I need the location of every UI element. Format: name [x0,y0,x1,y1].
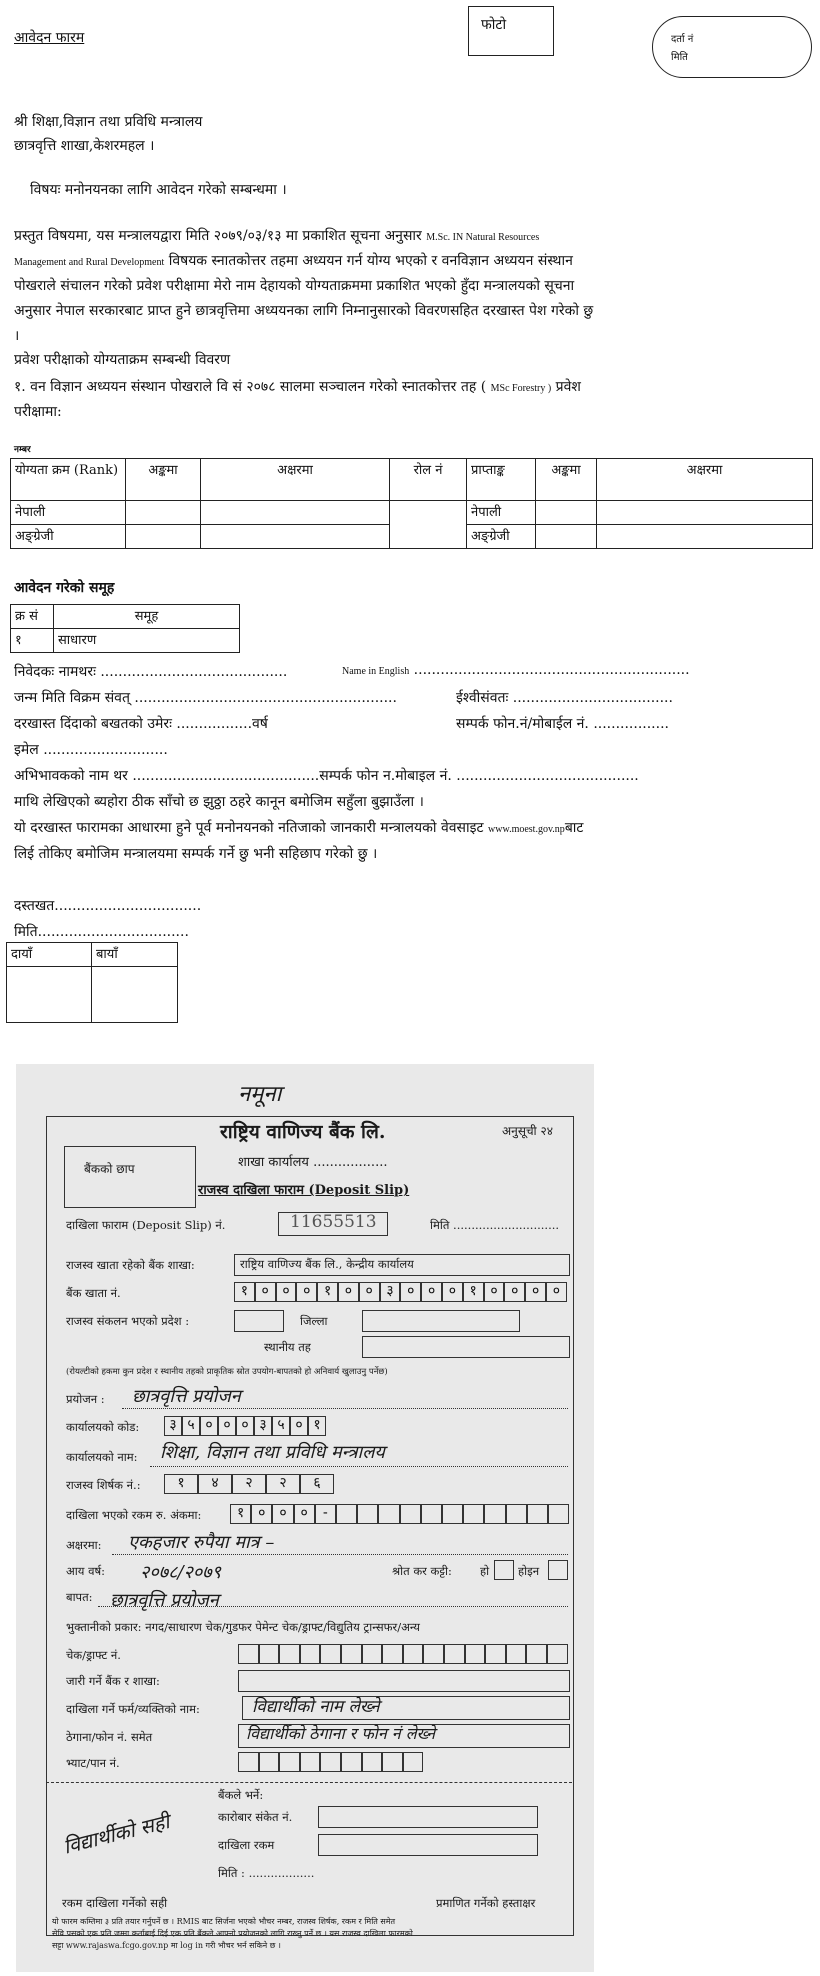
digit-cell [300,1752,321,1772]
declaration-2a: यो दरखास्त फारामका आधारमा हुने पूर्व मनोनयनको नतिजाको जानकारी मन्त्रालयको वेवसाइट [14,820,484,836]
deposit-amount-label: दाखिला रकम [218,1838,275,1852]
digit-cell: ० [338,1282,359,1302]
office-name-line [150,1466,568,1467]
cell[interactable] [597,525,813,549]
digit-cell: १ [230,1504,251,1524]
declaration-2-line-2: लिई तोकिए बमोजिम मन्त्रालयमा सम्पर्क गर्ने छु भनी सहिछाप गरेको छु । [14,846,378,862]
digit-cell: १ [308,1416,326,1436]
digit-cell [341,1752,362,1772]
no-box [548,1560,568,1580]
digit-cell [526,1644,547,1664]
local-level-label: स्थानीय तह [264,1340,311,1354]
province-label: राजस्व संकलन भएको प्रदेश : [66,1314,190,1328]
digit-cell [341,1644,362,1664]
digit-cell [506,1504,527,1524]
no-label: होइन [518,1564,540,1578]
schedule-label: अनुसूची २४ [502,1124,553,1138]
digit-cell [382,1752,403,1772]
bank-branch-label: राजस्व खाता रहेको बैंक शाखा: [66,1258,195,1272]
digit-cell: ० [290,1416,308,1436]
source-tax-label: श्रोत कर कट्टी: [392,1564,452,1578]
digit-cell: ० [296,1282,317,1302]
merit-heading: प्रवेश परीक्षाको योग्यताक्रम सम्बन्धी विवरण [14,352,231,368]
cheque-label: चेक/ड्राफ्ट नं. [66,1648,121,1662]
age-field[interactable]: दरखास्त दिंदाको बखतको उमेरः .................वर्ष [14,716,268,732]
footer-line-3: सट्टा www.rajaswa.fcgo.gov.np मा log in गरी भौचर भर्न सकिने छ । [52,1941,281,1950]
declaration-2-line-1 [14,818,584,837]
paragraph-2a: १. वन विज्ञान अध्ययन संस्थान पोखराले वि सं २०७८ सालमा सञ्चालन गरेको स्नातकोत्तर तह ( [14,379,487,395]
signature-date-field[interactable]: मिति.................................. [14,924,189,940]
footer-line-1: यो फारम कम्तिमा ३ प्रति तयार गर्नुपर्ने छ । RMIS बाट सिर्जना भएको भौचर नम्बर, राजस्व शिर्षक, रकम र मिति समेत [52,1917,396,1926]
digit-cell: ० [251,1504,272,1524]
digit-cell [300,1644,321,1664]
digit-cell: ४ [198,1474,232,1494]
roll-no-header: रोल नं [390,459,467,501]
digit-cell: ० [294,1504,315,1524]
slip-divider [46,1782,572,1783]
bank-fill-label: बैंकले भर्ने: [218,1788,264,1802]
digit-cell [382,1644,403,1664]
purpose-value: छात्रवृत्ति प्रयोजन [132,1386,241,1407]
digit-cell [463,1504,484,1524]
footer-line-2: सेवि पसको एक प्रति जम्मा कर्ताबाई दिई एक प्रति बैंकले आफ्नो प्रयोजनको लागि राख्नु पर्ने छ । यस राजस्व दाखिला फारमको [52,1929,413,1938]
programme-en: MSc Forestry ) [490,383,552,394]
revenue-head-label: राजस्व शिर्षक नं.: [66,1478,141,1492]
form-title: आवेदन फारम [14,30,85,46]
ministry-website: www.moest.gov.np [488,824,565,835]
digit-cell [403,1752,424,1772]
paragraph-2a-end: प्रवेश [555,379,581,395]
subject-line: विषयः मनोनयनका लागि आवेदन गरेको सम्बन्धमा । [30,182,287,198]
address-value: विद्यार्थीको ठेगाना र फोन नं लेख्ने [246,1724,435,1743]
course-name-en-1: M.Sc. IN Natural Resources [426,232,540,243]
student-sign: विद्यार्थीको सही [60,1809,172,1859]
depositor-sign-label: रकम दाखिला गर्नेको सही [62,1896,168,1910]
vat-label: भ्याट/पान नं. [66,1756,120,1770]
registration-oval [652,16,812,78]
digit-cell [259,1752,280,1772]
digit-cell [400,1504,421,1524]
payment-mode: भुक्तानीको प्रकार: नगद/साधारण चेक/गुडफर पेमेन्ट चेक/ड्राफ्ट/विद्युतिय ट्रान्सफर/अन्य [66,1620,420,1634]
bank-branch-value: राष्ट्रिय वाणिज्य बैंक लि., केन्द्रीय कार्यालय [240,1257,414,1271]
declaration-1: माथि लेखिएको ब्यहोरा ठीक साँचो छ झुठ्ठा ठहरे कानून बमोजिम सहुँला बुझाउँला । [14,794,424,810]
bank-seal-box [64,1146,196,1208]
digit-cell [357,1504,378,1524]
roll-no-cell[interactable] [390,501,467,549]
right-thumb-label: दायाँ [7,943,92,967]
paragraph-2-line-1 [14,377,581,396]
issuing-bank-label: जारी गर्ने बैंक र शाखा: [66,1674,160,1688]
digit-cell: १ [463,1282,484,1302]
photo-box [468,6,554,56]
digit-cell: २ [266,1474,300,1494]
score-digits-header: अङ्कमा [536,459,597,501]
office-code-label: कार्यालयको कोड: [66,1420,140,1434]
yes-label: हो [480,1564,490,1578]
paragraph-1a: प्रस्तुत विषयमा, यस मन्त्रालयद्वारा मिति २०७९/०३/१३ मा प्रकाशित सूचना अनुसार [14,228,422,244]
bank-seal-label: बैंकको छाप [84,1162,135,1176]
digit-cell [484,1504,505,1524]
digit-cell: ० [359,1282,380,1302]
slip-date-label: मिति ............................. [430,1218,560,1232]
group-value: साधारण [54,629,240,653]
fiscal-year-value: २०७८/२०७९ [140,1562,221,1583]
guardian-field[interactable]: अभिभावकको नाम थर ..........................................सम्पर्क फोन न.मोबाइल नं. ......................................... [14,768,639,784]
account-label: बैंक खाता नं. [66,1286,121,1300]
paragraph-line-5: । [14,328,20,344]
photo-label: फोटो [481,17,507,33]
name-english-dots: .............................................................. [413,662,690,678]
digit-cell: ३ [164,1416,182,1436]
declaration-2a-end: बाट [564,820,584,836]
digit-cell [527,1504,548,1524]
cell[interactable] [126,501,201,525]
fiscal-year-label: आय वर्ष: [66,1564,105,1578]
purpose-line [122,1408,568,1409]
address-line-2: छात्रवृत्ति शाखा,केशरमहल । [14,138,155,154]
digit-cell: २ [232,1474,266,1494]
digit-cell [444,1644,465,1664]
digit-cell [259,1644,280,1664]
bank-name: राष्ट्रिय वाणिज्य बैंक लि. [220,1121,386,1143]
paragraph-line-4: अनुसार नेपाल सरकारबाट प्राप्त हुने छात्रवृत्तिमा अध्ययनका लागि निम्नानुसारको विवरणसहित दरखास्त पेश गरेको छु [14,303,594,319]
slip-no-label: दाखिला फाराम (Deposit Slip) नं. [66,1218,226,1232]
dob-ad[interactable]: ईश्वीसंवतः .................................... [456,690,673,706]
digit-cell: ० [442,1282,463,1302]
serial-header: क्र सं [11,605,54,629]
district-box [362,1310,520,1332]
signature-field[interactable]: दस्तखत................................. [14,898,202,914]
merit-table [10,458,813,549]
district-label: जिल्ला [300,1314,328,1328]
digit-cell: ३ [380,1282,401,1302]
office-name-label: कार्यालयको नाम: [66,1450,138,1464]
row-nepali-right: नेपाली [467,501,536,525]
rank-words-header: अक्षरमा [201,459,390,501]
depositor-value: विद्यार्थीको नाम लेख्ने [252,1697,380,1717]
digit-cell: १ [164,1474,198,1494]
paragraph-1b: विषयक स्नातकोत्तर तहमा अध्ययन गर्न योग्य भएको र वनविज्ञान अध्ययन संस्थान [168,253,573,269]
digit-cell [362,1644,383,1664]
words-line [112,1554,568,1555]
digit-cell [506,1644,527,1664]
issuing-bank-box [238,1670,570,1692]
digit-cell: ० [484,1282,505,1302]
for-value: छात्रवृत्ति प्रयोजन [110,1590,219,1611]
digit-cell [378,1504,399,1524]
cell[interactable] [536,501,597,525]
digit-cell [320,1644,341,1664]
digit-cell: - [315,1504,336,1524]
digit-cell: ० [525,1282,546,1302]
words-value: एकहजार रुपैया मात्र – [128,1532,275,1553]
purpose-label: प्रयोजन : [66,1392,105,1406]
course-name-en-2: Management and Rural Development [14,257,165,268]
paragraph-line-2 [14,251,573,270]
group-heading: आवेदन गरेको समूह [14,580,115,596]
digit-cell: ० [421,1282,442,1302]
reg-no-label: दर्ता नं [671,34,694,45]
digit-cell: ० [276,1282,297,1302]
digit-cell [279,1644,300,1664]
digit-cell: ६ [300,1474,334,1494]
number-label: नम्बर [14,445,31,455]
digit-cell: ० [504,1282,525,1302]
yes-box [494,1560,514,1580]
digit-cell [279,1752,300,1772]
digit-cell: ५ [182,1416,200,1436]
digit-cell: ० [200,1416,218,1436]
office-name-value: शिक्षा, विज्ञान तथा प्रविधि मन्त्रालय [160,1442,385,1463]
digit-cell: ० [255,1282,276,1302]
score-words-header: अक्षरमा [597,459,813,501]
email-field[interactable]: इमेल ............................ [14,742,168,758]
depositor-label: दाखिला गर्ने फर्म/व्यक्तिको नाम: [66,1702,200,1716]
rank-digits-header: अङ्कमा [126,459,201,501]
address-line-1: श्री शिक्षा,विज्ञान तथा प्रविधि मन्त्रालय [14,114,203,130]
group-table [10,604,240,653]
digit-cell: ३ [254,1416,272,1436]
applicant-name-np[interactable]: निवेदकः नामथरः .......................................... [14,664,288,680]
left-thumb-box[interactable] [92,967,178,1023]
paragraph-line-3: पोखराले संचालन गरेको प्रवेश परीक्षामा मेरो नाम देहायको योग्यताक्रममा प्रकाशित भएको हुँदा मन्त्रालयको सूचना [14,278,575,294]
digit-cell [362,1752,383,1772]
cell[interactable] [536,525,597,549]
applicant-name-en[interactable] [342,662,690,678]
digit-cell: ० [236,1416,254,1436]
digit-cell [238,1644,259,1664]
thumbprint-table [6,942,178,1023]
digit-cell [320,1752,341,1772]
row-nepali-left: नेपाली [11,501,126,525]
for-label: बापत: [66,1590,93,1604]
name-english-label: Name in English [342,666,410,677]
digit-cell [336,1504,357,1524]
cell[interactable] [201,525,390,549]
for-line [98,1606,568,1607]
serial-value: १ [11,629,54,653]
dob-bs[interactable]: जन्म मिति विक्रम संवत् ........................................................... [14,690,397,706]
digit-cell [442,1504,463,1524]
digit-cell [465,1644,486,1664]
score-header: प्राप्ताङ्क [467,459,536,501]
digit-cell: ५ [272,1416,290,1436]
province-box [234,1310,284,1332]
row-english-right: अङ्ग्रेजी [467,525,536,549]
txn-code-label: कारोबार संकेत नं. [218,1810,293,1824]
words-label: अक्षरमा: [66,1538,102,1552]
paragraph-2-line-2: परीक्षामा: [14,404,62,420]
digit-cell [423,1644,444,1664]
digit-cell [238,1752,259,1772]
slip-no-value: 11655513 [290,1212,377,1232]
left-thumb-label: बायाँ [92,943,178,967]
digit-cell: १ [317,1282,338,1302]
amount-label: दाखिला भएको रकम रु. अंकमा: [66,1508,202,1522]
digit-cell [421,1504,442,1524]
deposit-slip-image [16,1064,594,1972]
digit-cell: ० [546,1282,567,1302]
digit-cell [548,1504,569,1524]
local-level-box [362,1336,570,1358]
digit-cell: १ [234,1282,255,1302]
digit-cell: ० [400,1282,421,1302]
digit-cell: ० [272,1504,293,1524]
right-thumb-box[interactable] [7,967,92,1023]
digit-cell: ० [218,1416,236,1436]
cell[interactable] [597,501,813,525]
rank-header: योग्यता क्रम (Rank) [11,459,126,501]
address-label: ठेगाना/फोन नं. समेत [66,1730,153,1744]
royalty-note: (रोयल्टीको हकमा कुन प्रदेश र स्थानीय तहको प्राकृतिक स्रोत उपयोग-बापतको हो अनिवार्य खुलाउनु पर्नेछ) [66,1367,388,1377]
digit-cell [547,1644,568,1664]
reg-date-label: मिति [671,52,688,63]
row-english-left: अङ्ग्रेजी [11,525,126,549]
phone-field[interactable]: सम्पर्क फोन.नं/मोबाईल नं. ................. [456,716,669,732]
cell[interactable] [126,525,201,549]
verifier-sign-label: प्रमाणित गर्नेको हस्ताक्षर [436,1896,536,1910]
slip-title: राजस्व दाखिला फाराम (Deposit Slip) [198,1183,410,1198]
digit-cell [485,1644,506,1664]
txn-code-box [318,1806,538,1828]
digit-cell [403,1644,424,1664]
sample-handwritten-title: नमूना [238,1082,282,1107]
bank-date-label: मिति : .................. [218,1866,315,1880]
group-header: समूह [54,605,240,629]
paragraph-line-1 [14,226,539,245]
branch-office-label: शाखा कार्यालय .................. [238,1155,388,1170]
deposit-amount-box [318,1834,538,1856]
cell[interactable] [201,501,390,525]
